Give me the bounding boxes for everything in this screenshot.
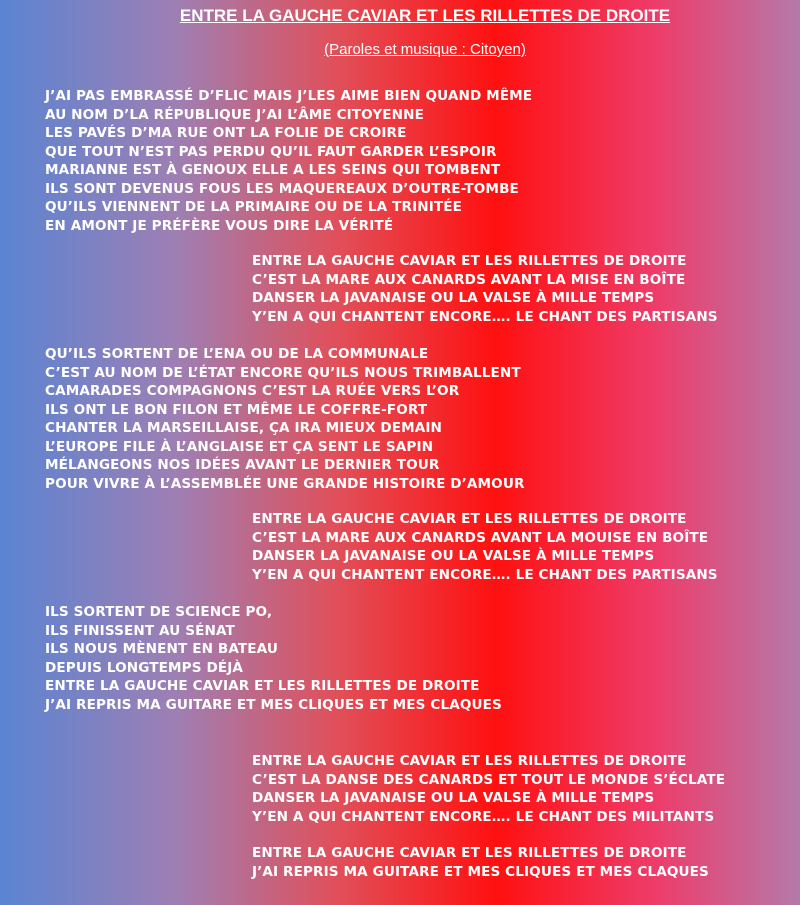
verse-2 — [45, 345, 525, 493]
lyric-line: C’EST AU NOM DE L’ÉTAT ENCORE QU’ILS NOUS TRIMBALLENT — [45, 364, 521, 381]
lyric-line: MARIANNE EST À GENOUX ELLE A LES SEINS QUI TOMBENT — [45, 162, 501, 178]
lyric-line: ILS ONT LE BON FILON ET MÊME LE COFFRE-FORT — [45, 401, 428, 418]
lyric-line: J’AI PAS EMBRASSÉ D’FLIC MAIS J’LES AIME BIEN QUAND MÊME — [45, 88, 533, 104]
lyric-line: CHANTER LA MARSEILLAISE, ÇA IRA MIEUX DEMAIN — [45, 420, 443, 436]
lyric-line: LES PAVÉS D’MA RUE ONT LA FOLIE DE CROIRE — [45, 125, 407, 141]
lyric-line: Y’EN A QUI CHANTENT ENCORE…. LE CHANT DES PARTISANS — [252, 308, 718, 325]
verse-3 — [45, 603, 502, 714]
lyric-line: C’EST LA DANSE DES CANARDS ET TOUT LE MONDE S’ÉCLATE — [252, 771, 726, 788]
lyric-line: ILS FINISSENT AU SÉNAT — [45, 622, 235, 639]
lyric-line: C’EST LA MARE AUX CANARDS AVANT LA MOUISE EN BOÎTE — [252, 529, 709, 546]
song-title: ENTRE LA GAUCHE CAVIAR ET LES RILLETTES DE DROITE — [179, 6, 671, 25]
lyric-line: ENTRE LA GAUCHE CAVIAR ET LES RILLETTES DE DROITE — [45, 678, 480, 694]
lyric-line: L’EUROPE FILE À L’ANGLAISE ET ÇA SENT LE SAPIN — [45, 438, 434, 455]
lyric-line: Y’EN A QUI CHANTENT ENCORE…. LE CHANT DES PARTISANS — [252, 566, 718, 583]
lyric-line: AU NOM D’LA RÉPUBLIQUE J’AI L’ÂME CITOYENNE — [45, 106, 425, 123]
lyric-line: J’AI REPRIS MA GUITARE ET MES CLIQUES ET MES CLAQUES — [45, 696, 502, 713]
lyric-line: DANSER LA JAVANAISE OU LA VALSE À MILLE TEMPS — [252, 548, 655, 564]
lyric-line: ILS SORTENT DE SCIENCE PO, — [45, 604, 273, 620]
lyric-line: DANSER LA JAVANAISE OU LA VALSE À MILLE TEMPS — [252, 290, 655, 306]
lyric-line: Y’EN A QUI CHANTENT ENCORE…. LE CHANT DES MILITANTS — [252, 808, 715, 825]
chorus-3 — [252, 752, 725, 826]
lyric-line: DEPUIS LONGTEMPS DÉJÀ — [45, 659, 244, 676]
verse-1 — [45, 87, 532, 235]
lyric-line: J’AI REPRIS MA GUITARE ET MES CLIQUES ET MES CLAQUES — [252, 863, 709, 880]
outro — [252, 844, 709, 881]
lyric-line: C’EST LA MARE AUX CANARDS AVANT LA MISE EN BOÎTE — [252, 271, 686, 288]
lyric-line: MÉLANGEONS NOS IDÉES AVANT LE DERNIER TOUR — [45, 457, 440, 473]
lyric-line: POUR VIVRE À L’ASSEMBLÉE UNE GRANDE HISTOIRE D’AMOUR — [45, 475, 525, 492]
lyric-line: ILS SONT DEVENUS FOUS LES MAQUEREAUX D’OUTRE-TOMBE — [45, 180, 519, 197]
lyric-line: EN AMONT JE PRÉFÈRE VOUS DIRE LA VÉRITÉ — [45, 217, 394, 234]
lyric-line: QU’ILS VIENNENT DE LA PRIMAIRE OU DE LA TRINITÉE — [45, 199, 463, 215]
chorus-1 — [252, 252, 718, 326]
lyric-line: ENTRE LA GAUCHE CAVIAR ET LES RILLETTES DE DROITE — [252, 511, 687, 527]
song-credits: (Paroles et musique : Citoyen) — [324, 41, 526, 58]
lyric-line: ENTRE LA GAUCHE CAVIAR ET LES RILLETTES DE DROITE — [252, 845, 687, 861]
lyric-line: QUE TOUT N’EST PAS PERDU QU’IL FAUT GARDER L’ESPOIR — [45, 143, 497, 160]
chorus-2 — [252, 510, 718, 584]
lyric-line: ENTRE LA GAUCHE CAVIAR ET LES RILLETTES DE DROITE — [252, 753, 687, 769]
lyric-line: DANSER LA JAVANAISE OU LA VALSE À MILLE TEMPS — [252, 790, 655, 806]
lyric-line: CAMARADES COMPAGNONS C’EST LA RUÉE VERS L’OR — [45, 383, 460, 399]
lyric-line: QU’ILS SORTENT DE L’ENA OU DE LA COMMUNALE — [45, 346, 429, 362]
lyric-line: ILS NOUS MÈNENT EN BATEAU — [45, 641, 279, 657]
lyric-line: ENTRE LA GAUCHE CAVIAR ET LES RILLETTES DE DROITE — [252, 253, 687, 269]
